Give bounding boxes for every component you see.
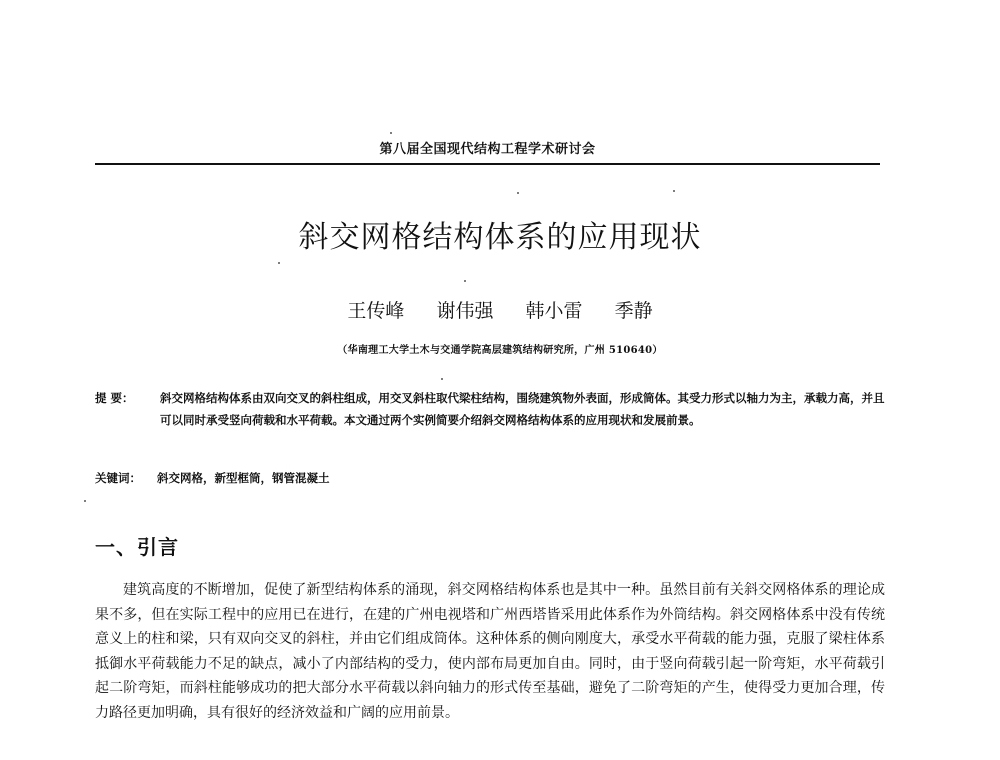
intro-paragraph: 建筑高度的不断增加，促使了新型结构体系的涌现，斜交网格结构体系也是其中一种。虽然目前有关斜交网格体系的理论成果不多，但在实际工程中的应用已在进行，在建的广州电视塔和广州西塔皆采用此体系作为外筒结构。斜交网格体系中没有传统意义上的柱和梁，只有双向交叉的斜柱，并由它们组成筒体。这种体系的侧向刚度大，承受水平荷载的能力强，克服了梁柱体系抵御水平荷载能力不足的缺点，减小了内部结构的受力，使内部布局更加自由。同时，由于竖向荷载引起一阶弯矩，水平荷载引起二阶弯矩，而斜柱能够成功的把大部分水平荷载以斜向轴力的形式传至基础，避免了二阶弯矩的产生，使得受力更加合理，传力路径更加明确，具有很好的经济效益和广阔的应用前景。: [95, 582, 885, 721]
author-name: 韩小雷: [525, 300, 583, 322]
scan-speck: [673, 190, 675, 192]
keywords-text: 斜交网格，新型框筒，钢管混凝土: [157, 471, 330, 485]
abstract-block: [95, 387, 885, 431]
keywords-label: 关键词：: [95, 471, 141, 485]
keywords-block: [95, 467, 885, 489]
author-name: 王传峰: [347, 300, 405, 322]
scan-speck: [84, 500, 86, 502]
header-rule: [95, 163, 880, 165]
abstract-label: 提 要：: [95, 391, 134, 405]
paper-title: 斜交网格结构体系的应用现状: [298, 220, 702, 255]
scan-speck: [464, 280, 466, 282]
abstract-text: 斜交网格结构体系由双向交叉的斜柱组成，用交叉斜柱取代梁柱结构，围绕建筑物外表面，形成筒体。其受力形式以轴力为主，承载力高，并且可以同时承受竖向荷载和水平荷载。本文通过两个实例简要介绍斜交网格结构体系的应用现状和发展前景。: [160, 391, 885, 427]
author-name: 谢伟强: [436, 300, 494, 322]
author-list: [0, 296, 1000, 323]
section-heading: 一、引言: [95, 535, 179, 559]
scan-speck: [517, 192, 519, 194]
affiliation: （华南理工大学土木与交通学院高层建筑结构研究所，广州 510640）: [337, 345, 663, 356]
scan-speck: [278, 262, 280, 264]
scan-speck: [390, 132, 392, 134]
author-name: 季静: [614, 300, 653, 322]
conference-header: 第八届全国现代结构工程学术研讨会: [379, 142, 596, 157]
scan-speck: [441, 378, 443, 380]
